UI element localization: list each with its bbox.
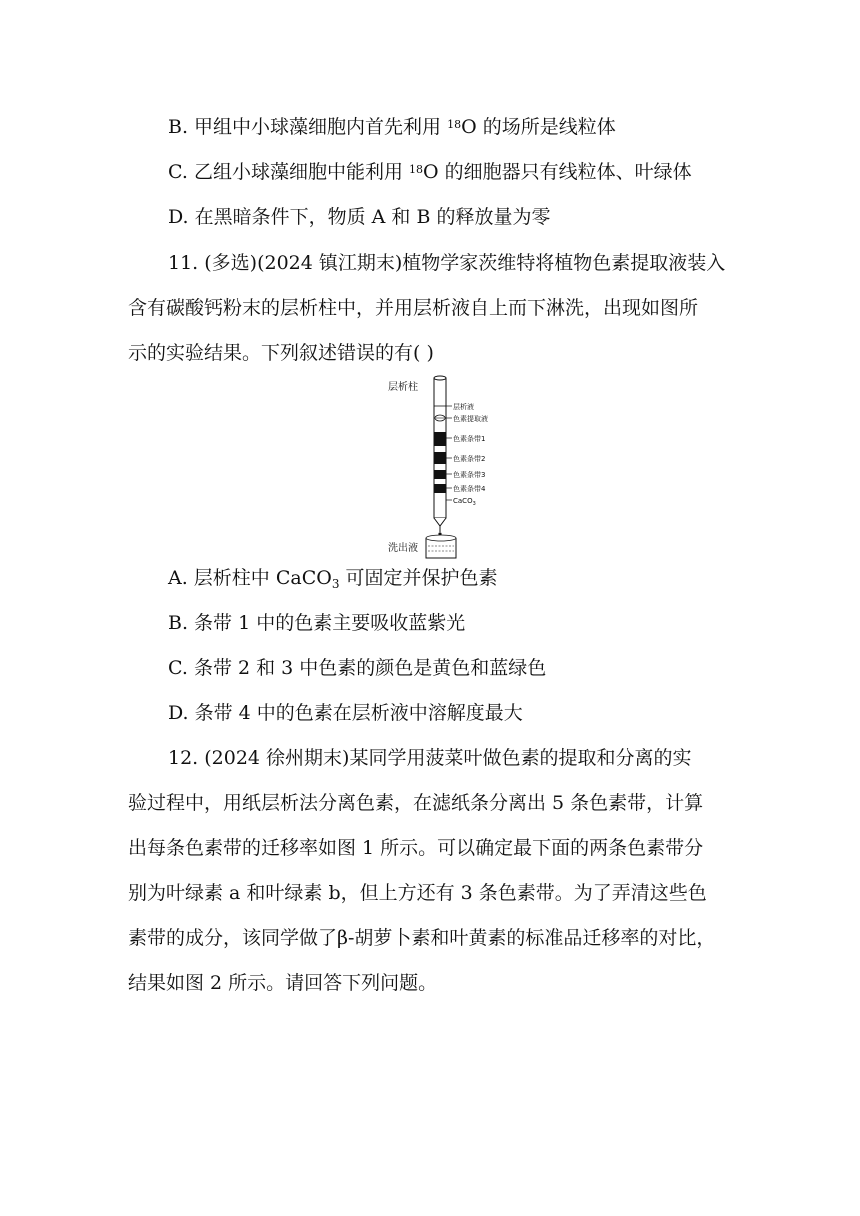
pigment-band-3 (434, 470, 446, 479)
q12-stem-line-3: 出每条色素带的迁移率如图 1 所示。可以确定最下面的两条色素带分 (128, 837, 704, 859)
column-tube (434, 378, 446, 518)
band-3-label: 色素条带3 (453, 471, 486, 479)
q10-option-d: D. 在黑暗条件下，物质 A 和 B 的释放量为零 (168, 206, 551, 228)
option-text: B. 甲组中小球藻细胞内首先利用 (168, 116, 448, 138)
q11-option-a (0, 564, 860, 594)
q11-stem-line-3: 示的实验结果。下列叙述错误的有( ) (128, 342, 434, 364)
band-4-label: 色素条带4 (453, 485, 486, 493)
column-outlet (434, 518, 446, 526)
subscript: 3 (331, 577, 340, 591)
q12-stem-line-5: 素带的成分，该同学做了β-胡萝卜素和叶黄素的标准品迁移率的对比， (128, 927, 716, 949)
q12-stem-line-1: 12. (2024 徐州期末)某同学用菠菜叶做色素的提取和分离的实 (168, 747, 692, 769)
option-text: O 的细胞器只有线粒体、叶绿体 (422, 161, 692, 183)
caco3-label-main: CaCO (453, 497, 473, 505)
column-label: 层析柱 (388, 382, 418, 393)
superscript: 18 (447, 118, 462, 131)
option-text: C. 乙组小球藻细胞中能利用 (168, 161, 409, 183)
q11-option-c: C. 条带 2 和 3 中色素的颜色是黄色和蓝绿色 (168, 657, 547, 679)
q11-stem-line-2: 含有碳酸钙粉末的层析柱中，并用层析液自上而下淋洗，出现如图所 (128, 297, 699, 319)
q12-stem-line-2: 验过程中，用纸层析法分离色素，在滤纸条分离出 5 条色素带，计算 (128, 792, 704, 814)
column-top-rim (434, 376, 446, 380)
chromatography-column-figure (380, 374, 530, 560)
pigment-band-4 (434, 484, 446, 493)
pigment-band-2 (434, 452, 446, 464)
band-2-label: 色素条带2 (453, 455, 486, 463)
caco3-label-sub: 3 (472, 501, 476, 507)
extract-label: 色素提取液 (453, 415, 488, 423)
solvent-label: 层析液 (453, 403, 474, 411)
q10-option-c (0, 158, 860, 186)
band-1-label: 色素条带1 (453, 435, 486, 443)
option-text: O 的场所是线粒体 (461, 116, 616, 138)
q10-option-b (0, 113, 860, 141)
superscript: 18 (408, 163, 423, 176)
q12-stem-line-6: 结果如图 2 所示。请回答下列问题。 (128, 972, 438, 994)
q11-option-d: D. 条带 4 中的色素在层析液中溶解度最大 (168, 702, 523, 724)
option-text: A. 层析柱中 CaCO (168, 567, 332, 589)
pigment-band-1 (434, 432, 446, 446)
option-text: 可固定并保护色素 (339, 567, 498, 589)
q11-option-b: B. 条带 1 中的色素主要吸收蓝紫光 (168, 612, 466, 634)
eluate-label: 洗出液 (388, 543, 418, 554)
q12-stem-line-4: 别为叶绿素 a 和叶绿素 b，但上方还有 3 条色素带。为了弄清这些色 (128, 882, 707, 904)
caco3-label (453, 497, 476, 507)
q11-stem-line-1: 11. (多选)(2024 镇江期末)植物学家茨维特将植物色素提取液装入 (168, 252, 726, 274)
beaker-rim (426, 535, 456, 541)
